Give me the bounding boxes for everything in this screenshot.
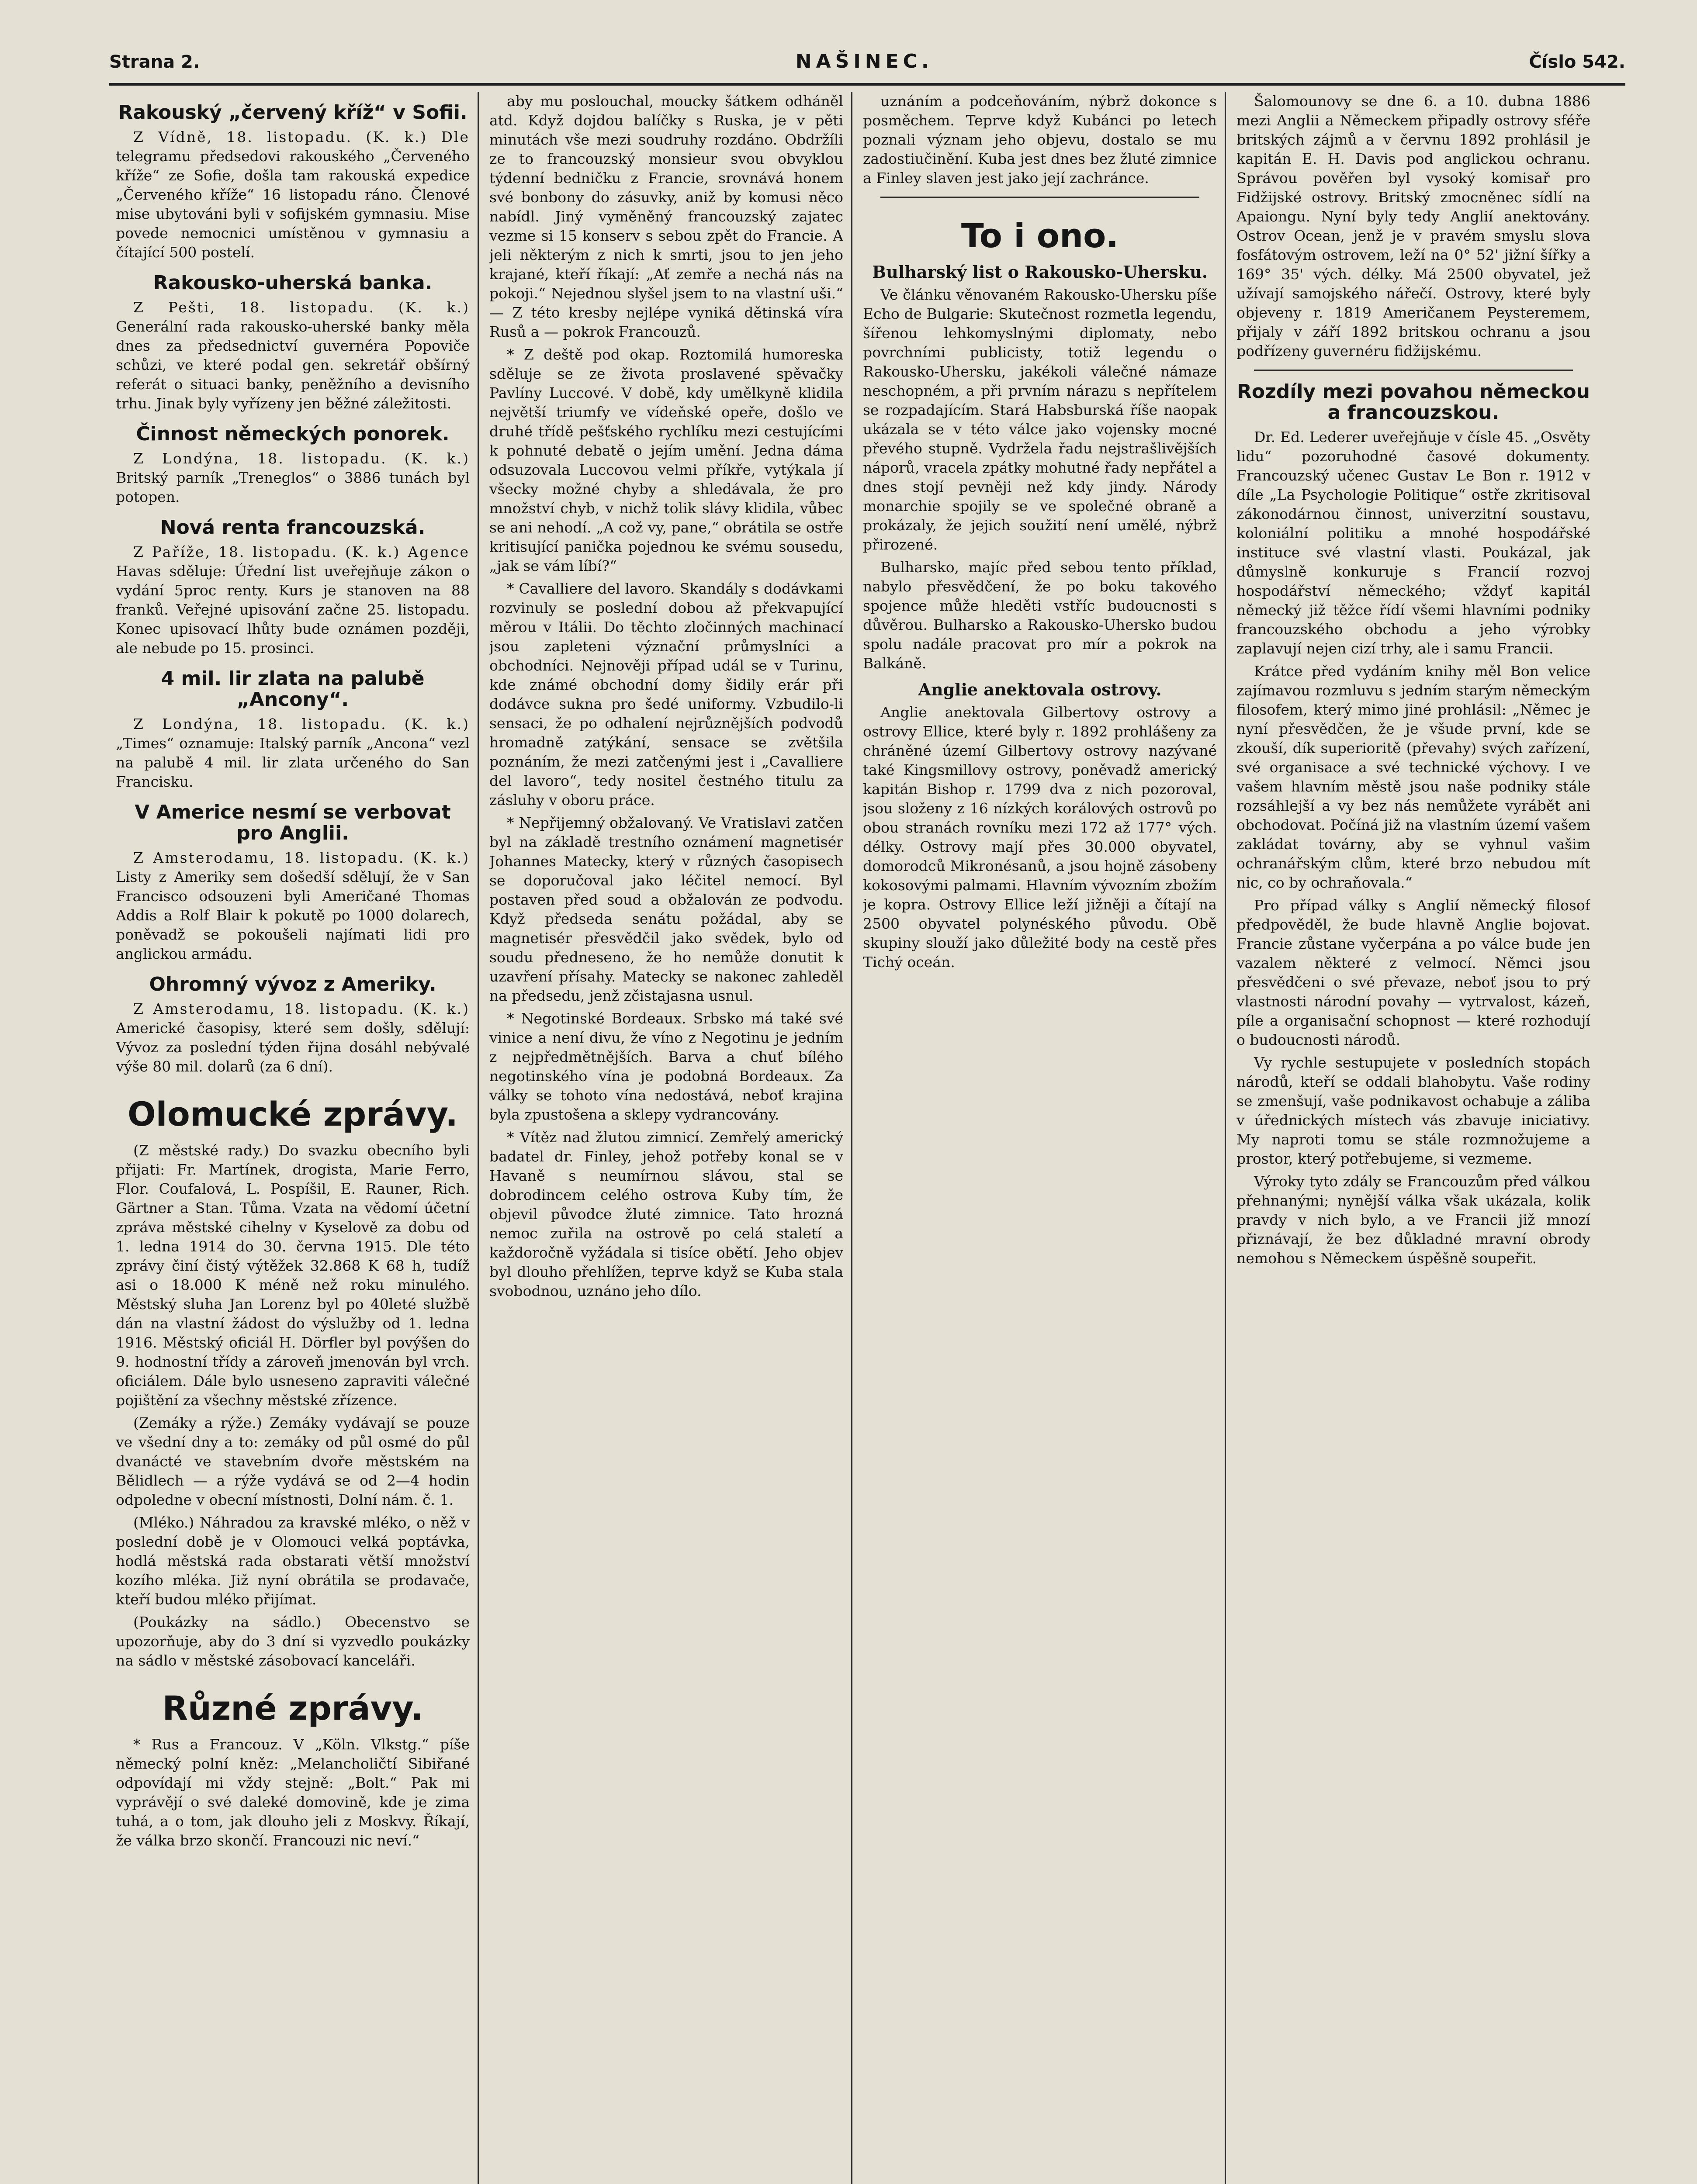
headline-red-cross: Rakouský „červený kříž“ v Sofii. — [118, 101, 468, 124]
page-number: Strana 2. — [109, 52, 200, 72]
article-islands-end: Šalomounovy se dne 6. a 10. dubna 1886 mezi Anglii a Německem připadly ostrovy sféře britských zájmů a v červnu 1892 prohlásil je kapitán E. H. Davis pod anglickou ochranu. Správou pověřen byl vysoký komisař pro Fidžijské ostrovy. Britský zmocněnec sídlí na Apaiongu. Nyní byly tedy Anglií anektovány. Ostrov Ocean, jenž je v pravém smyslu slova fosfátovým ostrovem, leží na 0° 52' jižní šířky a 169° 35' vých. délky. Má 2500 obyvatel, jež užívají samojského nářečí. Ostrovy, které byly objeveny r. 1819 Američanem Peysteremem, přijaly v září 1892 britskou ochranu a jsou podřízeny guvernéru fidžijskému. — [1236, 93, 1590, 359]
headline-submarines: Činnost německých ponorek. — [136, 423, 450, 445]
headline-rent: Nová renta francouzská. — [160, 516, 426, 539]
article-submarines: Z Londýna, 18. listopadu. (K. k.) Britský parník „Treneglos“ o 3886 tunách byl potopen. — [116, 450, 470, 505]
column-1 — [116, 92, 470, 2184]
article-islands: Anglie anektovala Gilbertovy ostrovy a ostrovy Ellice, které byly r. 1892 prohlášeny za chráněné území Gilbertovy ostrovy nazývané také Kingsmillovy ostrovy, poněvadž americký kapitán Bishop r. 1799 dva z nich pozoroval, jsou složeny z 16 nízkých korálových ostrovů po obou stranách rovníku mezi 172 až 177° vých. délky. Ostrovy mají přes 30.000 obyvatel, domorodců Mikronésanů, a jsou hojně zásobeny kokosovými palmami. Hlavním vývozním zbožím je kopra. Ostrovy Ellice leží jižněji a čítají na 2500 obyvatel polynéského původu. Obě skupiny slouží jako důležité body na cestě přes Tichý oceán. — [863, 704, 1217, 971]
headline-islands: Anglie anektovala ostrovy. — [918, 680, 1162, 699]
column-2 — [489, 92, 843, 2184]
article-red-cross: Z Vídně, 18. listopadu. (K. k.) Dle telegramu předsedovi rakouského „Červeného kříže“ ze Sofie, došla tam rakouská expedice „Červeného kříže“ 16 listopadu ráno. Členové mise ubytováni byli v sofijském gymnasiu. Mise povede nemocnici umístěnou v gymnasiu a čítající 500 postelí. — [116, 128, 470, 261]
masthead — [109, 50, 1625, 81]
column-divider — [478, 92, 479, 2184]
article-city-council: (Z městské rady.) Do svazku obecního byli přijati: Fr. Martínek, drogista, Marie Ferro, Flor. Coufalová, L. Pospíšil, E. Rauner, Rich. Gärtner a Stan. Tůma. Vzata na vědomí účetní zpráva městské cihelny v Kyselově za dobu od 1. ledna 1914 do 30. června 1915. Dle této zprávy činí čistý výtěžek 32.868 K 68 h, tudíž asi o 18.000 K méně než roku minulého. Městský sluha Jan Lorenz byl po 40leté službě dán na vlastní žádost do výslužby od 1. ledna 1916. Městský oficiál H. Dörfler byl povýšen do 9. hodnostní třídy a zároveň jmenován byl vrch. oficiálem. Dále bylo usneseno zapraviti válečné pojištění za všechny městské zřízence. — [116, 1142, 470, 1409]
article-potatoes-rice: (Zemáky a rýže.) Zemáky vydávají se pouze ve všední dny a to: zemáky od půl osmé do půl dvanácté ve stavebním dvoře městském na Bělidlech — a rýže vydává se od 2—4 hodin odpoledne v obecní místnosti, Dolní nám. č. 1. — [116, 1414, 470, 1508]
article-bordeaux: * Negotinské Bordeaux. Srbsko má také své vinice a není divu, že víno z Negotinu je jedním z nejpředmětnějších. Barva a chuť bílého negotinského vína je podobná Bordeaux. Za války se tohoto vína nedostává, neboť krajina byla zpustošena a sklepy vydrancovány. — [489, 1010, 843, 1123]
article-national-character-1: Dr. Ed. Lederer uveřejňuje v čísle 45. „Osvěty lidu“ pozoruhodné časové dokumenty. Francouzský učenec Gustav Le Bon r. 1912 v díle „La Psychologie Politique“ ostře zkritisoval zákonodárnou činnost, univerzitní soustavu, koloniální politiku a mnohé hospodářské instituce své vlastní vlasti. Poukázal, jak důmyslně konkuruje s Francií rozvoj hospodářství německého; vždyť kapitál německý již těžce řídí všemi hlavními podniky francouzského obchodu a jeho výrobky zaplavují nejen cizí trhy, ale i samu Francii. — [1236, 429, 1590, 657]
article-bulgarian-paper-2: Bulharsko, majíc před sebou tento příklad, nabylo přesvědčení, že po boku takového spojence může hleděti vstříc budoucnosti s důvěrou. Bulharsko a Rakousko-Uhersko budou spolu nadále pracovat pro mír a pokrok na Balkáně. — [863, 559, 1217, 672]
section-misc-news: Různé zprávy. — [162, 1689, 423, 1728]
headline-export: Ohromný vývoz z Ameriky. — [149, 973, 436, 995]
article-national-character-2: Krátce před vydáním knihy měl Bon velice zajímavou rozmluvu s jedním starým německým filosofem, který mimo jiné prohlásil: „Němec je nyní přesvědčen, že je všude první, kde se zkouší, dík superioritě (převahy) svých zařízení, své organisace a své technické výchovy. I ve vašem hlavním městě jsou naše podniky stále rozsáhlejší a vy bez nás nemůžete vyrábět ani obchodovat. Počíná již na vlastním území vašem zakládat továrny, aby se vyhnul vašim ochranářským clům, které brzo nebudou mít nic, co by ochraňovala.“ — [1236, 663, 1590, 891]
issue-number: Číslo 542. — [1529, 52, 1625, 72]
article-finley-end: uznáním a podceňováním, nýbrž dokonce s posměchem. Teprve když Kubánci po letech poznali význam jeho objevu, dostalo se mu zadostiučinění. Kuba jest dnes bez žluté zimnice a Finley slaven jest jako její zachránce. — [863, 93, 1217, 187]
section-to-i-ono: To i ono. — [961, 216, 1119, 255]
headline-recruitment: V Americe nesmí se verbovat pro Anglii. — [135, 801, 451, 844]
article-defendant: * Nepřijemný obžalovaný. Ve Vratislavi zatčen byl na základě trestního oznámení magnetisér Johannes Matecky, který v různých časopisech se doporučoval jako léčitel nemocí. Byl postaven před soud a obžalován ze podvodu. Když předseda senátu požádal, aby se magnetisér přesvědčil jako svědek, bylo od soudu předneseno, že ho nemůže donutit k uzavření přísahy. Matecky se nakonec zahleděl na předsedu, jenž zčistajasna usnul. — [489, 814, 843, 1004]
article-rent: Z Paříže, 18. listopadu. (K. k.) Agence Havas sděluje: Úřední list uveřejňuje zákon o vydání 5proc renty. Kurs je stanoven na 88 franků. Veřejné upisování začne 25. listopadu. Konec upisovací lhůty bude oznámen později, ale nebude po 15. prosinci. — [116, 543, 470, 657]
headline-bank: Rakousko-uherská banka. — [153, 272, 433, 294]
article-ancona: Z Londýna, 18. listopadu. (K. k.) „Times“ oznamuje: Italský parník „Ancona“ vezl na palubě 4 mil. lir zlata určeného do San Francisku. — [116, 715, 470, 790]
article-cavalliere: * Cavalliere del lavoro. Skandály s dodávkami rozvinuly se poslední dobou až překvapující měrou v Itálii. Do těchto zločinných machinací jsou zapleteni význační průmyslníci a obchodníci. Nejnověji případ udál se v Turinu, kde známé obchodní domy šidily erár při dodávce sukna pro šedé uniformy. Vzbudilo-li sensaci, že po odhalení nejrůznějších podvodů hromadně zatýkání, sensace se zvětšila poznáním, že mezi zatčenými jest i „Cavalliere del lavoro“, tedy nositel čestného titulu za zásluhy v oboru práce. — [489, 580, 843, 809]
article-russian-french: * Rus a Francouz. V „Köln. Vlkstg.“ píše německý polní kněz: „Melancholičtí Sibiřané odpovídají mi vždy stejně: „Bolt.“ Pak mi vyprávějí o své daleké domovině, kde je zima tuhá, a o tom, jak dlouho jeli z Moskvy. Říkají, že válka brzo skončí. Francouzi nic neví.“ — [116, 1736, 470, 1849]
column-divider — [851, 92, 852, 2184]
section-rule — [880, 197, 1199, 198]
column-4 — [1236, 92, 1590, 2184]
masthead-rule — [109, 83, 1625, 86]
headline-national-character: Rozdíly mezi povahou německou a francouzskou. — [1237, 380, 1590, 424]
section-olomouc-news: Olomucké zprávy. — [127, 1095, 458, 1133]
article-lucca: * Z deště pod okap. Roztomilá humoreska sděluje se ze života proslavené spěvačky Pavlíny Luccové. V době, kdy umělkyně klidila největší triumfy ve vídeňské opeře, došlo ve druhé třídě pešťského rychlíku mezi cestujícími k pohnuté debatě o jejím umění. Jedna dáma odsuzovala Luccovou velmi příkře, vytýkala jí všecky možné chyby a shledávala, že pro množství chyb, v nichž tolik slávy klidila, vůbec se ani nehodí. „A což vy, pane,“ obrátila se ostře kritisující panička pojednou ke svému sousedu, „jak se vám líbí?“ — [489, 346, 843, 574]
article-bulgarian-paper: Ve článku věnovaném Rakousko-Uhersku píše Echo de Bulgarie: Skutečnost rozmetla legendu, šířenou lehkomyslnými diplomaty, nebo povrchními publicisty, totiž legendu o Rakousko-Uhersku, jakékoli válečné námaze neschopném, a při prvním nárazu s nepřítelem se rozpadajícím. Stará Habsburská říše naopak ukázala se v této válce jako vojensky mocné převého stupně. Vydržela řadu nejstrašlivějších náporů, vracela zpátky mohutné řady nepřátel a dnes stojí pevněji než kdy jindy. Národy monarchie spojily se ve společné obraně a prokázaly, že jejich soužití není umělé, nýbrž přirozené. — [863, 286, 1217, 553]
article-recruitment: Z Amsterodamu, 18. listopadu. (K. k.) Listy z Ameriky sem došedší sdělují, že v San Francisco odsouzeni byli Američané Thomas Addis a Rolf Blair k pokutě po 1000 dolarech, poněvadž se pokoušeli najímati lidi pro anglickou armádu. — [116, 849, 470, 962]
article-lard: (Poukázky na sádlo.) Obecenstvo se upozorňuje, aby do 3 dní si vyzvedlo poukázky na sádlo v městské zásobovací kanceláři. — [116, 1614, 470, 1669]
section-rule — [1254, 370, 1573, 371]
article-national-character-4: Vy rychle sestupujete v posledních stopách národů, kteří se oddali blahobytu. Vaše rodiny se zmenšují, vaše podnikavost ochabuje a záliba v úřednických místech vás zbavuje iniciativy. My naproti tomu se stále rozmnožujeme a prostor, který potřebujeme, si vezmeme. — [1236, 1054, 1590, 1167]
article-bank: Z Pešti, 18. listopadu. (K. k.) Generální rada rakousko-uherské banky měla dnes za předsednictví guvernéra Popoviče schůzi, ve které podal gen. sekretář obšírný referát o situaci banky, peněžního a devisního trhu. Jinak byly vyřízeny jen běžné záležitosti. — [116, 299, 470, 412]
headline-bulgarian-paper: Bulharský list o Rakousko-Uhersku. — [872, 262, 1208, 282]
article-yellow-fever: * Vítěz nad žlutou zimnicí. Zemřelý americký badatel dr. Finley, jehož potřeby konal se v Havaně s neumírnou slávou, stal se dobrodincem celého ostrova Kuby tím, že objevil původce žluté zimnice. Tato hrozná nemoc zuřila na ostrově po celá staletí a každoročně vyžádala si tisíce obětí. Jeho objev byl dlouho přehlížen, teprve když se Kuba stala svobodnou, uznáno jeho dílo. — [489, 1129, 843, 1299]
column-divider — [1225, 92, 1226, 2184]
article-national-character-3: Pro případ války s Anglií německý filosof předpověděl, že bude hlavně Anglie bojovat. Francie zůstane vyčerpána a po válce bude jen vazalem některé z velmocí. Němci jsou přesvědčeni o své převaze, neboť jsou to prý vlastnosti národní povahy — vytrvalost, kázeň, píle a organisační schopnost — které rozhodují o budoucnosti národů. — [1236, 897, 1590, 1048]
article-national-character-5: Výroky tyto zdály se Francouzům před válkou přehnanými; nynější válka však ukázala, kolik pravdy v nich bylo, a ve Francii již mnozí přiznávají, že bez důkladné mravní obrody nemohou s Německem úspěšně soupeřit. — [1236, 1173, 1590, 1267]
paper-name: NAŠINEC. — [795, 50, 933, 73]
column-3 — [863, 92, 1217, 2184]
article-export: Z Amsterodamu, 18. listopadu. (K. k.) Americké časopisy, které sem došly, sdělují: Vývoz za poslední týden řijna dosáhl nebývalé výše 80 mil. dolarů (za 6 dní). — [116, 1000, 470, 1075]
headline-ancona: 4 mil. lir zlata na palubě „Ancony“. — [161, 667, 425, 711]
article-continuation: aby mu poslouchal, moucky šátkem odháněl atd. Když dojdou balíčky s Ruska, je v pěti minutách vše mezi soudruhy rozdáno. Obdržíli ze to francouzský monsieur svou obvyklou týdenní bedničku z Francie, srovnává honem své bonbony do zásuvky, aniž by komusi něco nabídl. Jiný vyměněný francouzský zajatec vezme si 15 konserv s sebou zpět do Francie. A jeli některým z nich k smrti, jsou to jen jeho krajané, kteří říkají: „Ať zemře a nechá nás na pokoji.“ Nejednou slyšel jsem to na vlastní uši.“ — Z této kresby nejlépe vyniká dětinská víra Rusů a — pokrok Francouzů. — [489, 93, 843, 340]
article-milk: (Mléko.) Náhradou za kravské mléko, o něž v poslední době je v Olomouci velká poptávka, hodlá městská rada obstarati větší množství kozího mléka. Již nyní obrátila se prodavače, kteří budou mléko přijímat. — [116, 1514, 470, 1608]
